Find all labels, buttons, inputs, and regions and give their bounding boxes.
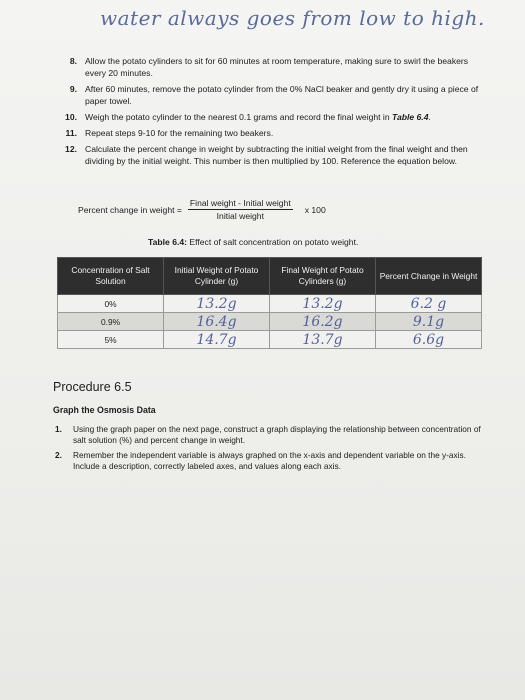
initial-weight-cell: 14.7g — [164, 331, 270, 349]
step-text: After 60 minutes, remove the potato cylinder from the 0% NaCl beaker and gently dry it using a piece of paper towel. — [85, 84, 479, 106]
table-row — [58, 295, 482, 313]
table-header-row — [58, 258, 482, 295]
table-reference: Table 6.4 — [392, 112, 429, 122]
procedure-steps-list — [55, 55, 485, 171]
final-weight-cell: 16.2g — [270, 313, 376, 331]
step-text-part: Weigh the potato cylinder to the nearest 0.1 grams and record the final weight in — [85, 112, 393, 122]
step-text: Using the graph paper on the next page, construct a graph displaying the relationship between concentration of salt solution (%) and percent change in weight. — [73, 424, 481, 445]
column-header: Concentration of Salt Solution — [58, 258, 164, 295]
step-number: 10. — [65, 112, 77, 122]
final-weight-cell: 13.7g — [270, 331, 376, 349]
formula-multiplier: x 100 — [304, 204, 326, 215]
step-text: Calculate the percent change in weight by subtracting the initial weight from the final weight and then dividing by the initial weight. This number is then multiplied by 100. Reference the equation below. — [85, 144, 468, 166]
step-text: Repeat steps 9-10 for the remaining two beakers. — [85, 128, 274, 138]
concentration-cell: 0.9% — [58, 313, 164, 331]
column-header: Percent Change in Weight — [376, 258, 482, 295]
procedure-subtitle: Graph the Osmosis Data — [53, 405, 156, 415]
procedure-title: Procedure 6.5 — [53, 380, 132, 394]
step-item — [55, 127, 485, 139]
step-item — [55, 450, 485, 472]
graph-steps-list — [55, 424, 485, 476]
step-number: 8. — [69, 56, 77, 66]
step-text — [85, 111, 485, 123]
step-item — [55, 143, 485, 167]
column-header: Final Weight of Potato Cylinders (g) — [270, 258, 376, 295]
step-item — [55, 111, 485, 123]
step-text: Remember the independent variable is always graphed on the x-axis and dependent variable on the y-axis. Include a description, correctly labeled axes, and values along each axis. — [73, 450, 466, 471]
final-weight-cell: 13.2g — [270, 295, 376, 313]
column-header: Initial Weight of Potato Cylinder (g) — [164, 258, 270, 295]
step-item — [55, 424, 485, 446]
formula-denominator: Initial weight — [216, 211, 264, 221]
formula-numerator: Final weight - Initial weight — [189, 198, 291, 208]
step-number: 11. — [65, 128, 77, 138]
step-text-part: . — [428, 112, 431, 122]
table-caption-label: Table 6.4: — [148, 237, 188, 247]
initial-weight-cell: 13.2g — [164, 295, 270, 313]
percent-change-cell: 6.6g — [376, 331, 482, 349]
percent-change-cell: 6.2 g — [376, 295, 482, 313]
step-number: 2. — [55, 450, 62, 460]
table-row — [58, 313, 482, 331]
initial-weight-cell: 16.4g — [164, 313, 270, 331]
concentration-cell: 0% — [58, 295, 164, 313]
handwritten-note: water always goes from low to high. — [100, 6, 485, 30]
step-number: 9. — [69, 84, 77, 94]
step-text: Allow the potato cylinders to sit for 60 minutes at room temperature, making sure to swirl the beakers every 20 minutes. — [85, 56, 469, 78]
formula-fraction — [188, 198, 293, 221]
table-caption — [148, 237, 358, 247]
step-item — [55, 83, 485, 107]
percent-change-formula — [78, 198, 332, 221]
table-caption-text: Effect of salt concentration on potato weight. — [187, 237, 359, 247]
concentration-cell: 5% — [58, 331, 164, 349]
step-number: 12. — [65, 144, 77, 154]
step-item — [55, 55, 485, 79]
formula-label: Percent change in weight = — [78, 204, 182, 215]
table-row — [58, 331, 482, 349]
percent-change-cell: 9.1g — [376, 313, 482, 331]
salt-concentration-table — [57, 257, 482, 349]
step-number: 1. — [55, 424, 62, 434]
